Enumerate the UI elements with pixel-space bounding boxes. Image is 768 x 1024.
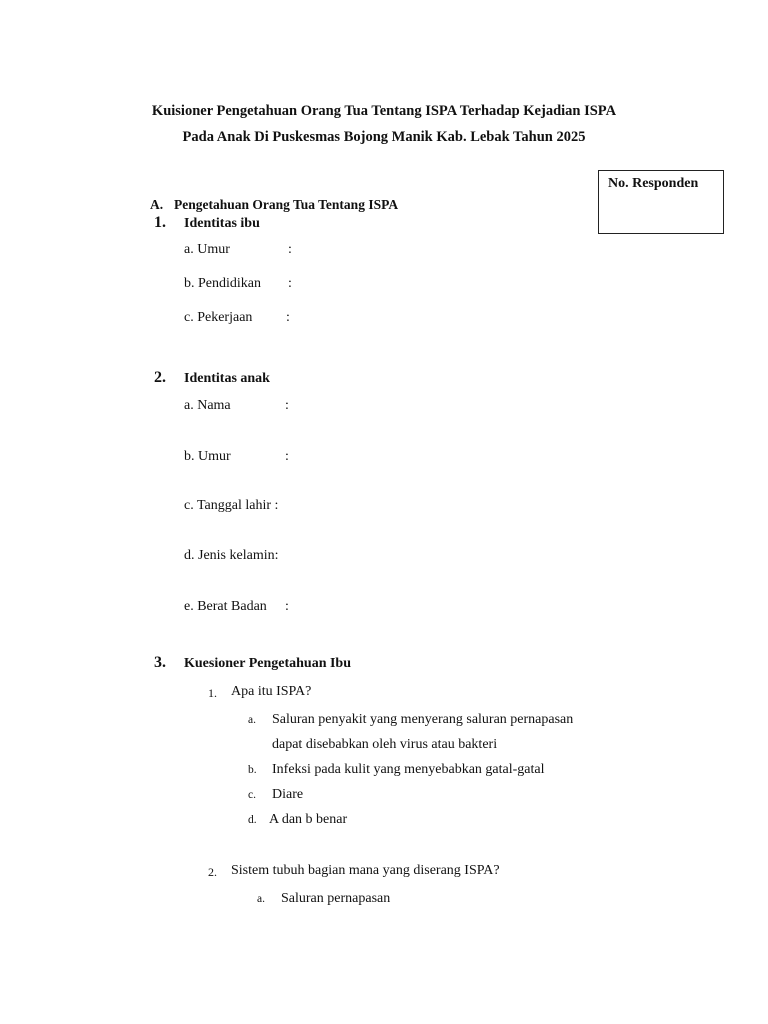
child-gender-label: d. Jenis kelamin:: [184, 548, 279, 563]
part-2-number: 2.: [154, 369, 166, 386]
part-1-heading: Identitas ibu: [184, 216, 260, 231]
child-name-colon: :: [285, 398, 289, 413]
q1-option-a-letter[interactable]: a.: [248, 714, 256, 726]
respondent-number-label: No. Responden: [608, 176, 699, 191]
child-birthdate-label: c. Tanggal lahir :: [184, 498, 279, 513]
q1-option-b-letter[interactable]: b.: [248, 764, 257, 776]
question-2-text: Sistem tubuh bagian mana yang diserang ISPA?: [231, 863, 500, 878]
q2-option-a-letter[interactable]: a.: [257, 893, 265, 905]
child-age-label: b. Umur: [184, 449, 231, 464]
child-weight-colon: :: [285, 599, 289, 614]
q1-option-c-letter[interactable]: c.: [248, 789, 256, 801]
child-name-label: a. Nama: [184, 398, 231, 413]
document-title-line-1: Kuisioner Pengetahuan Orang Tua Tentang ISPA Terhadap Kejadian ISPA: [151, 103, 617, 119]
mother-occupation-colon: :: [286, 310, 290, 325]
q1-option-d-text: A dan b benar: [269, 812, 348, 827]
mother-education-colon: :: [288, 276, 292, 291]
respondent-number-box[interactable]: [598, 170, 724, 234]
q1-option-d-letter[interactable]: d.: [248, 814, 257, 826]
section-a-marker: A.: [150, 197, 164, 212]
q1-option-c-text: Diare: [272, 787, 304, 802]
question-1-number: 1.: [208, 686, 217, 700]
section-a-title: Pengetahuan Orang Tua Tentang ISPA: [174, 197, 399, 212]
document-title-line-2: Pada Anak Di Puskesmas Bojong Manik Kab. Lebak Tahun 2025: [182, 129, 586, 145]
part-3-heading: Kuesioner Pengetahuan Ibu: [184, 656, 351, 671]
mother-education-label: b. Pendidikan: [184, 276, 261, 291]
part-2-heading: Identitas anak: [184, 371, 270, 386]
part-3-number: 3.: [154, 654, 166, 671]
q1-option-b-text: Infeksi pada kulit yang menyebabkan gatal-gatal: [272, 762, 545, 777]
q2-option-a-text: Saluran pernapasan: [281, 891, 391, 906]
mother-age-colon: :: [288, 242, 292, 257]
question-1-text: Apa itu ISPA?: [231, 684, 312, 699]
child-weight-label: e. Berat Badan: [184, 599, 267, 614]
q1-option-a-text-continued: dapat disebabkan oleh virus atau bakteri: [272, 737, 498, 752]
mother-age-label: a. Umur: [184, 242, 230, 257]
mother-occupation-label: c. Pekerjaan: [184, 310, 253, 325]
question-2-number: 2.: [208, 865, 217, 879]
q1-option-a-text: Saluran penyakit yang menyerang saluran pernapasan: [272, 712, 574, 727]
part-1-number: 1.: [154, 214, 166, 231]
child-age-colon: :: [285, 449, 289, 464]
